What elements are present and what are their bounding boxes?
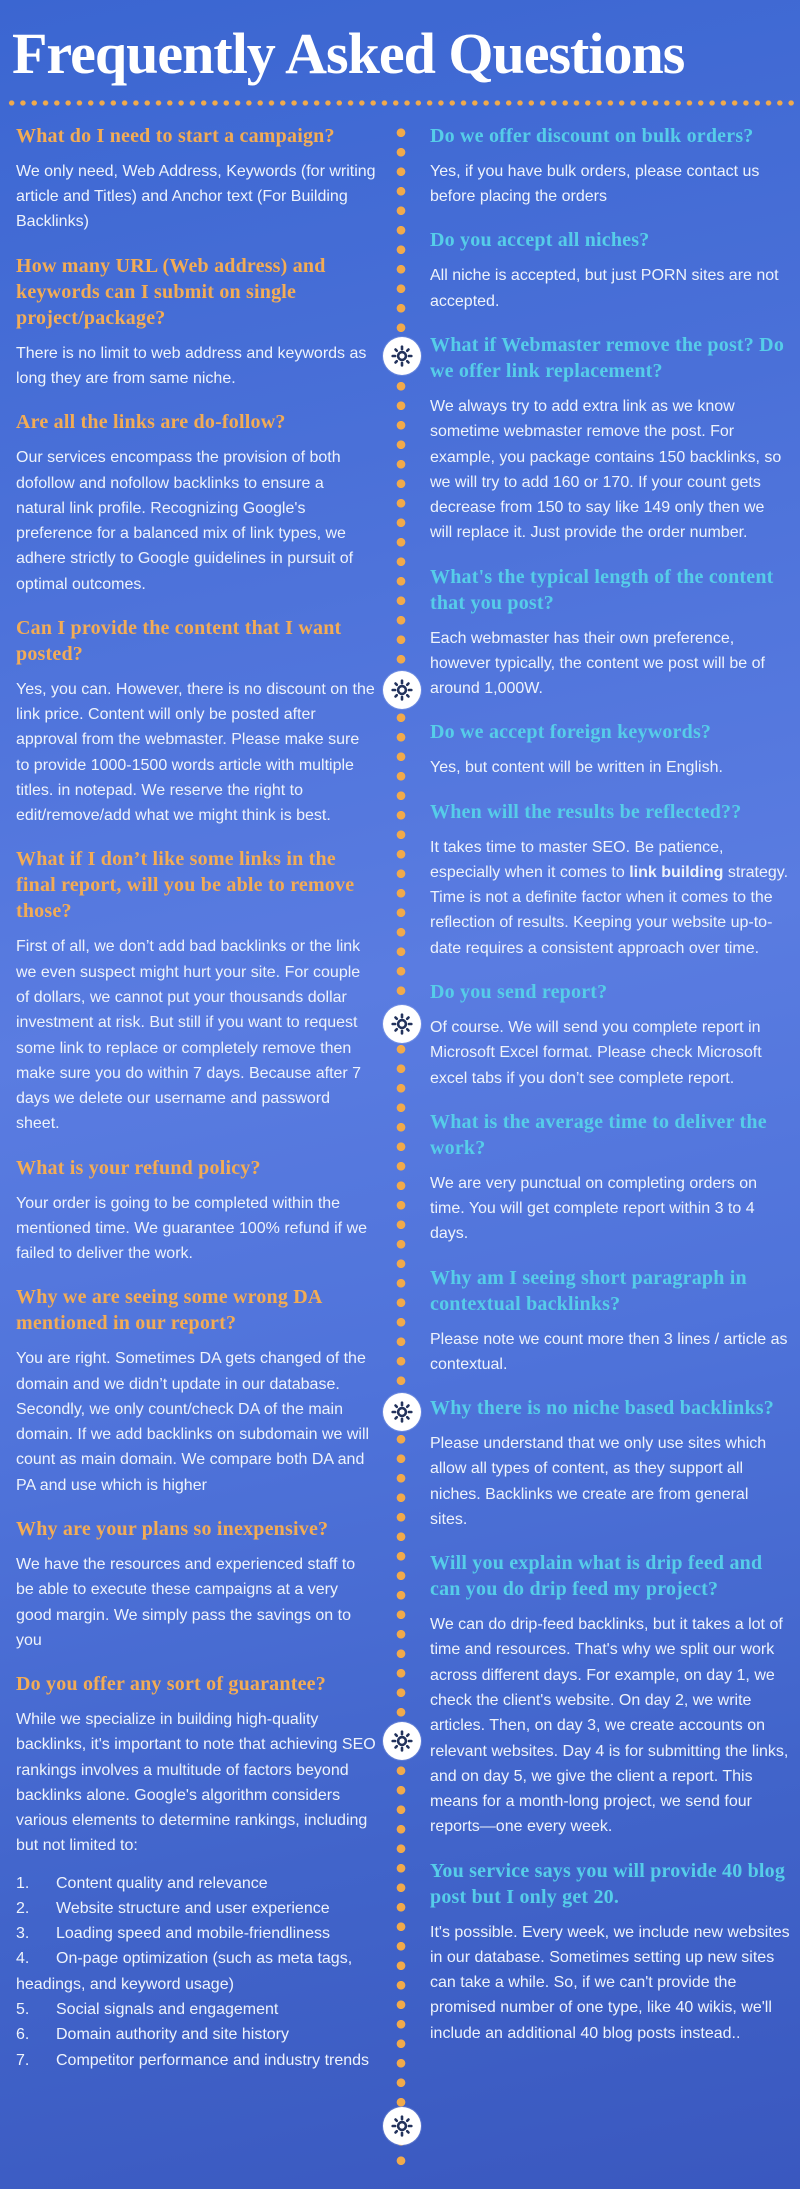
faq-item [16, 1516, 376, 1653]
list-number: 5. [16, 2000, 30, 2018]
answer-text: It takes time to master SEO. Be patience, especially when it comes to [430, 838, 724, 881]
faq-question: Why am I seeing short paragraph in contextual backlinks? [430, 1266, 747, 1315]
faq-item [430, 1395, 790, 1532]
faq-answer: Yes, but content will be written in English. [430, 759, 723, 777]
faq-question: Why we are seeing some wrong DA mentioned in our report? [16, 1286, 322, 1335]
faq-question: Do you send report? [430, 981, 608, 1003]
faq-question: What is the average time to deliver the work? [430, 1110, 767, 1159]
faq-item [430, 332, 790, 546]
faq-item [16, 846, 376, 1136]
faq-question: Do we accept foreign keywords? [430, 721, 712, 744]
list-number: 2. [16, 1899, 30, 1917]
faq-answer: Yes, if you have bulk orders, please contact us before placing the orders [430, 162, 760, 206]
list-text: On-page optimization (such as meta tags, headings, and keyword usage) [16, 1950, 353, 1993]
answer-text: strategy. Time is not a definite factor when it comes to the reflection of results. Keeping your website up-to-date requires a consistent approach over time. [430, 863, 789, 957]
answer-bold-text: link building [629, 863, 724, 881]
list-text: Social signals and engagement [56, 2000, 279, 2018]
list-number: 6. [16, 2026, 30, 2044]
faq-item [430, 123, 790, 210]
faq-answer: It's possible. Every week, we include new websites in our database. Sometimes setting up new sites can take a while. So, if we can't provide the promised number of one type, like 40 wikis, we'll include an additional 40 blog posts instead.. [430, 1923, 790, 2042]
faq-answer: We have the resources and experienced staff to be able to execute these campaigns at a very good margin. We simply pass the savings on to you [16, 1555, 356, 1649]
faq-question: Why are your plans so inexpensive? [16, 1517, 329, 1540]
faq-item [430, 1550, 790, 1839]
faq-item [430, 979, 790, 1091]
list-text: Loading speed and mobile-friendliness [56, 1925, 330, 1943]
list-text: Domain authority and site history [56, 2026, 289, 2044]
faq-answer: Please understand that we only use sites which allow all types of content, as they support all niches. Backlinks we create are from general sites. [430, 1435, 767, 1528]
list-item [16, 2048, 376, 2073]
list-number: 1. [16, 1874, 30, 1892]
list-text: Content quality and relevance [56, 1874, 268, 1892]
vertical-dotted-divider [384, 121, 418, 2173]
faq-item [430, 227, 790, 314]
faq-item [16, 123, 376, 235]
faq-column-left [16, 121, 384, 2073]
faq-item [16, 253, 376, 392]
faq-question: Why there is no niche based backlinks? [430, 1397, 774, 1420]
faq-answer: Your order is going to be completed within the mentioned time. We guarantee 100% refund if we failed to deliver the work. [16, 1194, 368, 1263]
faq-question: Do you accept all niches? [430, 229, 650, 252]
faq-question: What if I don’t like some links in the final report, will you be able to remove those? [16, 848, 355, 923]
faq-question: What if Webmaster remove the post? Do we offer link replacement? [430, 334, 785, 383]
sun-icon [383, 337, 421, 375]
faq-answer: All niche is accepted, but just PORN sites are not accepted. [430, 267, 779, 310]
faq-item [16, 1155, 376, 1267]
faq-answer: We are very punctual on completing orders on time. You will get complete report within 3 to 4 days. [430, 1174, 757, 1243]
faq-question: What is your refund policy? [16, 1156, 261, 1179]
faq-answer: While we specialize in building high-quality backlinks, it's important to note that achieving SEO rankings involves a multitude of factors beyond backlinks alone. Google's algorithm considers various elements to determine rankings, including but not limited to: [16, 1711, 376, 1855]
faq-answer: We always try to add extra link as we know sometime webmaster remove the post. For example, you package contains 150 backlinks, so we will try to add 160 or 170. If your count gets decrease from 150 to say like 149 only then we will replace it. Just provide the order number. [430, 398, 782, 542]
faq-item [430, 1109, 790, 1247]
page-title: Frequently Asked Questions [12, 21, 685, 86]
faq-question: How many URL (Web address) and keywords can I submit on single project/package? [16, 254, 326, 329]
faq-item [430, 1265, 790, 1378]
faq-answer: Of course. We will send you complete report in Microsoft Excel format. Please check Microsoft excel tabs if you don’t see complete report. [430, 1019, 762, 1087]
faq-question: Will you explain what is drip feed and can you do drip feed my project? [430, 1552, 763, 1601]
faq-content [0, 107, 800, 2173]
faq-item [430, 719, 790, 780]
faq-answer: First of all, we don’t add bad backlinks or the link we even suspect might hurt your site. For couple of dollars, we cannot put your thousands dollar investment at risk. But still if you want to request some link to replace or completely remove then make sure you do within 7 days. Because after 7 days we delete our username and password sheet. [16, 938, 362, 1133]
faq-answer: There is no limit to web address and keywords as long they are from same niche. [16, 344, 367, 388]
faq-item [430, 799, 790, 961]
list-number: 4. [16, 1950, 30, 1968]
faq-answer [430, 835, 790, 961]
faq-column-right [418, 121, 790, 2050]
guarantee-factors-list [16, 1871, 376, 2073]
faq-answer: Each webmaster has their own preference, however typically, the content we post will be of around 1,000W. [430, 629, 765, 698]
faq-item [430, 564, 790, 702]
faq-question: When will the results be reflected?? [430, 800, 742, 823]
list-number: 7. [16, 2051, 30, 2069]
faq-question: You service says you will provide 40 blog post but I only get 20. [430, 1859, 786, 1908]
list-number: 3. [16, 1925, 30, 1943]
sun-icon [383, 1393, 421, 1431]
list-item [16, 1871, 376, 1896]
faq-question: What do I need to start a campaign? [16, 124, 335, 147]
faq-item [430, 1858, 790, 2046]
list-item [16, 2022, 376, 2047]
list-item [16, 1946, 376, 1997]
list-text: Website structure and user experience [56, 1899, 330, 1917]
faq-answer: We can do drip-feed backlinks, but it takes a lot of time and resources. That's why we split our work across different days. For example, on day 1, we check the client's website. On day 2, we write articles. Then, on day 3, we create accounts on relevant websites. Day 4 is for submitting the links, and on day 5, we give the client a report. This means for a month-long project, we send four reports—one every week. [430, 1616, 789, 1836]
sun-icon [383, 671, 421, 709]
faq-item [16, 1284, 376, 1498]
faq-answer: You are right. Sometimes DA gets changed of the domain and we didn’t update in our database. Secondly, we only count/check DA of the main domain. If we add backlinks on subdomain we will count as main domain. We compare both DA and PA and use which is higher [16, 1350, 370, 1494]
sun-icon [383, 1005, 421, 1043]
faq-question: Do you offer any sort of guarantee? [16, 1673, 326, 1696]
faq-question: What's the typical length of the content that you post? [430, 565, 774, 614]
faq-answer: We only need, Web Address, Keywords (for writing article and Titles) and Anchor text (For Building Backlinks) [16, 162, 376, 231]
faq-item [16, 409, 376, 597]
faq-item [16, 1671, 376, 2073]
faq-question: Can I provide the content that I want posted? [16, 616, 342, 665]
faq-question: Are all the links are do-follow? [16, 411, 286, 434]
faq-answer: Yes, you can. However, there is no discount on the link price. Content will only be posted after approval from the webmaster. Please make sure to provide 1000-1500 words article with multiple titles. in notepad. We reserve the right to edit/remove/add what we might think is best. [16, 680, 375, 825]
sun-icon [383, 1722, 421, 1760]
horizontal-dotted-divider [6, 99, 794, 107]
list-item [16, 1896, 376, 1921]
faq-item [16, 615, 376, 829]
faq-question: Do we offer discount on bulk orders? [430, 124, 754, 147]
sun-icon [383, 2107, 421, 2145]
list-item [16, 1921, 376, 1946]
list-text: Competitor performance and industry trends [56, 2051, 370, 2069]
faq-answer: Our services encompass the provision of both dofollow and nofollow backlinks to ensure a natural link profile. Recognizing Google's preference for a balanced mix of link types, we adhere strictly to Google guidelines in pursuit of optimal outcomes. [16, 449, 354, 593]
faq-answer: Please note we count more then 3 lines / article as contextual. [430, 1330, 788, 1373]
list-item [16, 1997, 376, 2022]
